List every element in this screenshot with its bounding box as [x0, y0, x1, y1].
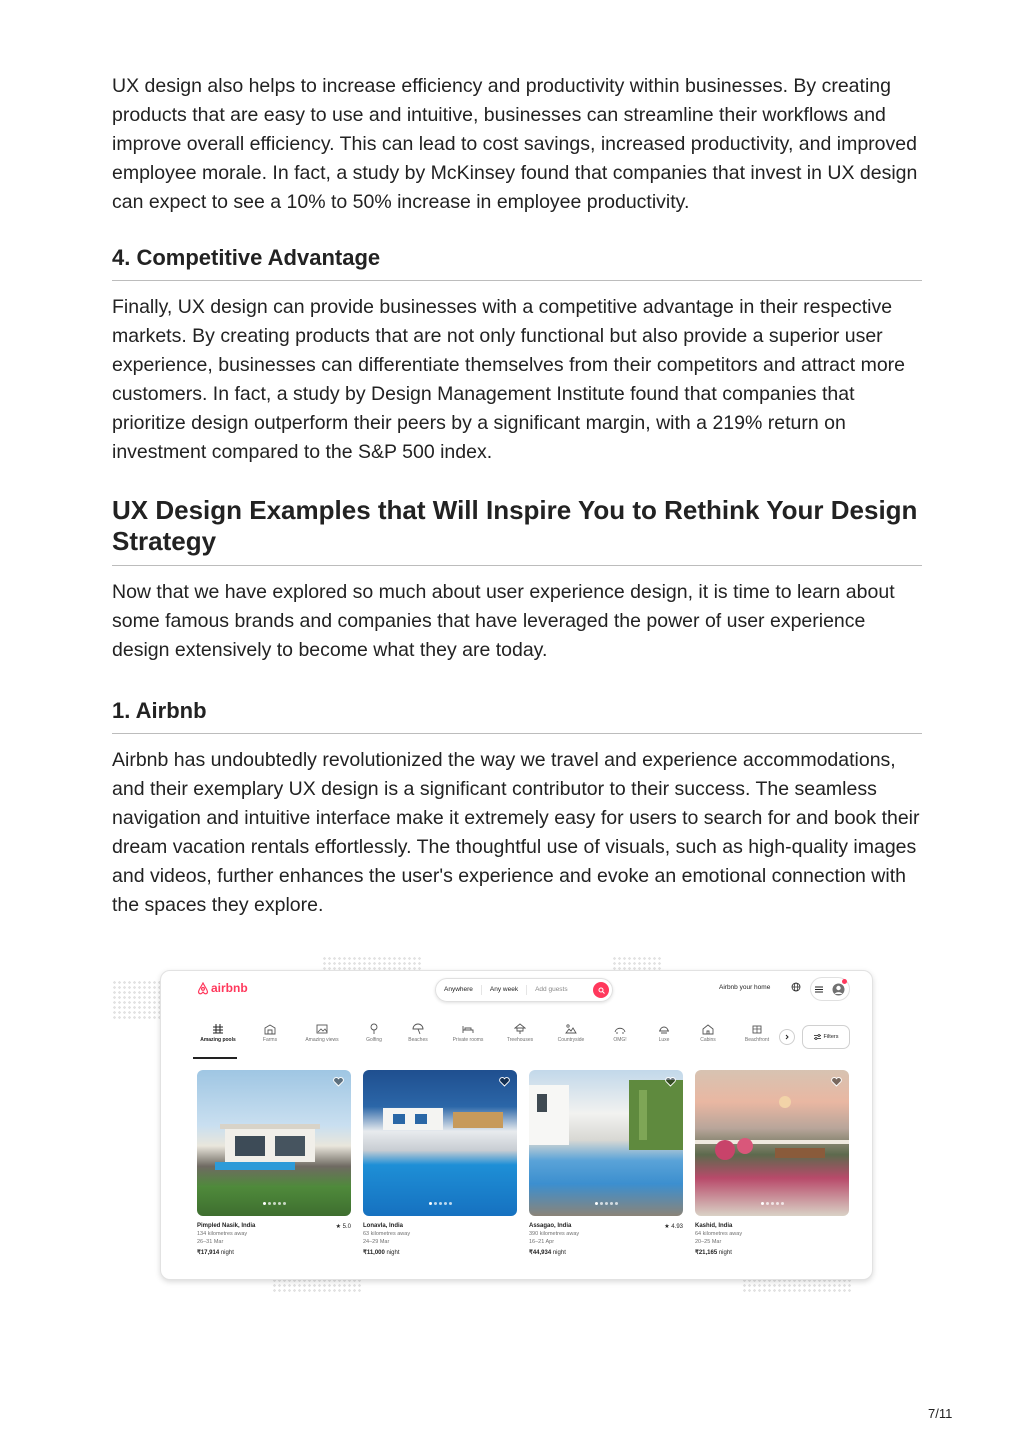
- user-menu-button[interactable]: [810, 977, 850, 1001]
- category-luxe[interactable]: Luxe: [639, 1023, 689, 1043]
- bed-icon: [462, 1023, 474, 1035]
- chevron-right-icon: [784, 1034, 790, 1040]
- airbnb-header: [161, 971, 872, 1009]
- listing-distance: 134 kilometres away: [197, 1231, 248, 1237]
- category-omg[interactable]: OMG!: [595, 1023, 645, 1043]
- active-category-underline: [193, 1057, 237, 1059]
- listing-rating: ★ 4.93: [664, 1224, 683, 1230]
- menu-icon: [815, 986, 823, 993]
- filters-label: Filters: [823, 1034, 839, 1040]
- category-cabins[interactable]: Cabins: [683, 1023, 733, 1043]
- airbnb-homepage: [160, 970, 873, 1280]
- listing-rating: ★ 5.0: [335, 1224, 351, 1230]
- wishlist-heart-icon[interactable]: [665, 1077, 676, 1087]
- article-body: [112, 72, 922, 920]
- globe-icon[interactable]: [791, 982, 801, 992]
- villa-illustration: [215, 1110, 335, 1170]
- decorative-dots: [112, 980, 160, 1020]
- decorative-dots: [272, 1278, 362, 1292]
- category-private-rooms[interactable]: Private rooms: [443, 1023, 493, 1043]
- treehouse-icon: [514, 1023, 526, 1035]
- category-amazing-pools[interactable]: Amazing pools: [193, 1023, 243, 1043]
- luxe-icon: [658, 1023, 670, 1035]
- search-icon: [598, 987, 605, 994]
- airbnb-logo[interactable]: [197, 981, 248, 995]
- listing-location: Kashid, India: [695, 1223, 733, 1229]
- view-icon: [316, 1023, 328, 1035]
- heading-ux-design-examples: UX Design Examples that Will Inspire You to Rethink Your Design Strategy: [112, 495, 922, 566]
- listing-dates: 26–31 Mar: [197, 1239, 224, 1245]
- listing-dates: 20–25 Mar: [695, 1239, 722, 1245]
- category-beachfront[interactable]: Beachfront: [732, 1023, 782, 1043]
- listing-distance: 63 kilometres away: [363, 1231, 411, 1237]
- listing-dates: 16–21 Apr: [529, 1239, 555, 1245]
- photo-pager-dots: [529, 1192, 683, 1210]
- airbnb-logo-icon: [197, 982, 209, 995]
- farm-icon: [264, 1023, 276, 1035]
- beach-umbrella-icon: [412, 1023, 424, 1035]
- intro-paragraph: UX design also helps to increase efficiency and productivity within businesses. By creating products that are easy to use and intuitive, businesses can streamline their workflows and improve overall efficiency. This can lead to cost savings, increased productivity, and improved employee morale. In fact, a study by McKinsey found that companies that invest in UX design can expect to see a 10% to 50% increase in employee productivity.: [112, 75, 918, 213]
- category-countryside[interactable]: Countryside: [546, 1023, 596, 1043]
- photo-pager-dots: [197, 1192, 351, 1210]
- listing-photo[interactable]: [363, 1070, 517, 1216]
- user-avatar-icon: [832, 983, 845, 996]
- notification-dot: [842, 979, 847, 984]
- filters-icon: [814, 1034, 821, 1040]
- paragraph-airbnb: Airbnb has undoubtedly revolutionized the way we travel and experience accommodations, and their exemplary UX design is a significant contributor to their success. The seamless navigation and intuitive interface make it extremely easy for users to search for and book their dream vacation rentals effortlessly. The thoughtful use of visuals, such as high-quality images and videos, further enhances the user's experience and evoke an emotional connection with the spaces they explore.: [112, 749, 920, 916]
- search-anywhere[interactable]: Anywhere: [436, 985, 482, 995]
- category-golfing[interactable]: Golfing: [349, 1023, 399, 1043]
- wishlist-heart-icon[interactable]: [333, 1077, 344, 1087]
- category-beaches[interactable]: Beaches: [393, 1023, 443, 1043]
- cabin-icon: [702, 1023, 714, 1035]
- paragraph-ux-design-examples: Now that we have explored so much about user experience design, it is time to learn about some famous brands and companies that have leveraged the power of user experience design extensively to become what they are today.: [112, 581, 895, 661]
- listing-photo[interactable]: [695, 1070, 849, 1216]
- omg-icon: [614, 1023, 626, 1035]
- filters-button[interactable]: [802, 1025, 850, 1049]
- listing-price: ₹17,914 night: [197, 1250, 234, 1256]
- airbnb-search-bar[interactable]: [435, 978, 613, 1002]
- listing-card[interactable]: [529, 1070, 683, 1256]
- listing-price: ₹44,934 night: [529, 1250, 566, 1256]
- search-add-guests[interactable]: Add guests: [535, 986, 568, 993]
- page-number: 7/11: [928, 1406, 953, 1421]
- listing-photo[interactable]: [529, 1070, 683, 1216]
- decorative-dots: [612, 956, 662, 970]
- listing-photo[interactable]: [197, 1070, 351, 1216]
- golf-icon: [368, 1023, 380, 1035]
- listing-card[interactable]: [695, 1070, 849, 1256]
- search-any-week[interactable]: Any week: [482, 985, 527, 995]
- beachfront-icon: [751, 1023, 763, 1035]
- photo-pager-dots: [363, 1192, 517, 1210]
- listing-distance: 64 kilometres away: [695, 1231, 743, 1237]
- category-bar: [197, 1023, 817, 1063]
- wishlist-heart-icon[interactable]: [499, 1077, 510, 1087]
- pool-illustration: [363, 1100, 517, 1160]
- listing-price: ₹11,000 night: [363, 1250, 400, 1256]
- sunset-terrace-illustration: [695, 1090, 849, 1170]
- listing-dates: 24–29 Mar: [363, 1239, 390, 1245]
- paragraph-competitive-advantage: Finally, UX design can provide businesses with a competitive advantage in their respective markets. By creating products that are not only functional but also provide a superior user experience, businesses can differentiate themselves from their competitors and attract more customers. In fact, a study by Design Management Institute found that companies that prioritize design outperform their peers by a significant margin, with a 219% return on investment compared to the S&P 500 index.: [112, 296, 906, 463]
- photo-pager-dots: [695, 1192, 849, 1210]
- decorative-dots: [742, 1278, 852, 1292]
- category-amazing-views[interactable]: Amazing views: [297, 1023, 347, 1043]
- listing-location: Assagao, India ★ 4.93: [529, 1223, 683, 1230]
- listing-card[interactable]: [363, 1070, 517, 1256]
- listing-card[interactable]: [197, 1070, 351, 1256]
- listing-price: ₹21,165 night: [695, 1250, 732, 1256]
- pool-icon: [212, 1023, 224, 1035]
- heading-competitive-advantage: 4. Competitive Advantage: [112, 245, 922, 281]
- countryside-icon: [565, 1023, 577, 1035]
- heading-airbnb: 1. Airbnb: [112, 698, 922, 734]
- decorative-dots: [322, 956, 422, 970]
- listing-location: Pimpled Nasik, India ★ 5.0: [197, 1223, 351, 1230]
- listing-distance: 390 kilometres away: [529, 1231, 580, 1237]
- listing-location: Lonavla, India: [363, 1223, 404, 1229]
- search-button[interactable]: [593, 982, 609, 998]
- wishlist-heart-icon[interactable]: [831, 1077, 842, 1087]
- category-treehouses[interactable]: Treehouses: [495, 1023, 545, 1043]
- airbnb-your-home-link[interactable]: Airbnb your home: [719, 984, 771, 991]
- category-farms[interactable]: Farms: [245, 1023, 295, 1043]
- airbnb-screenshot-figure: [112, 956, 922, 1296]
- garden-pool-illustration: [529, 1080, 683, 1160]
- category-next-button[interactable]: [779, 1029, 795, 1045]
- airbnb-logo-text: airbnb: [211, 981, 248, 995]
